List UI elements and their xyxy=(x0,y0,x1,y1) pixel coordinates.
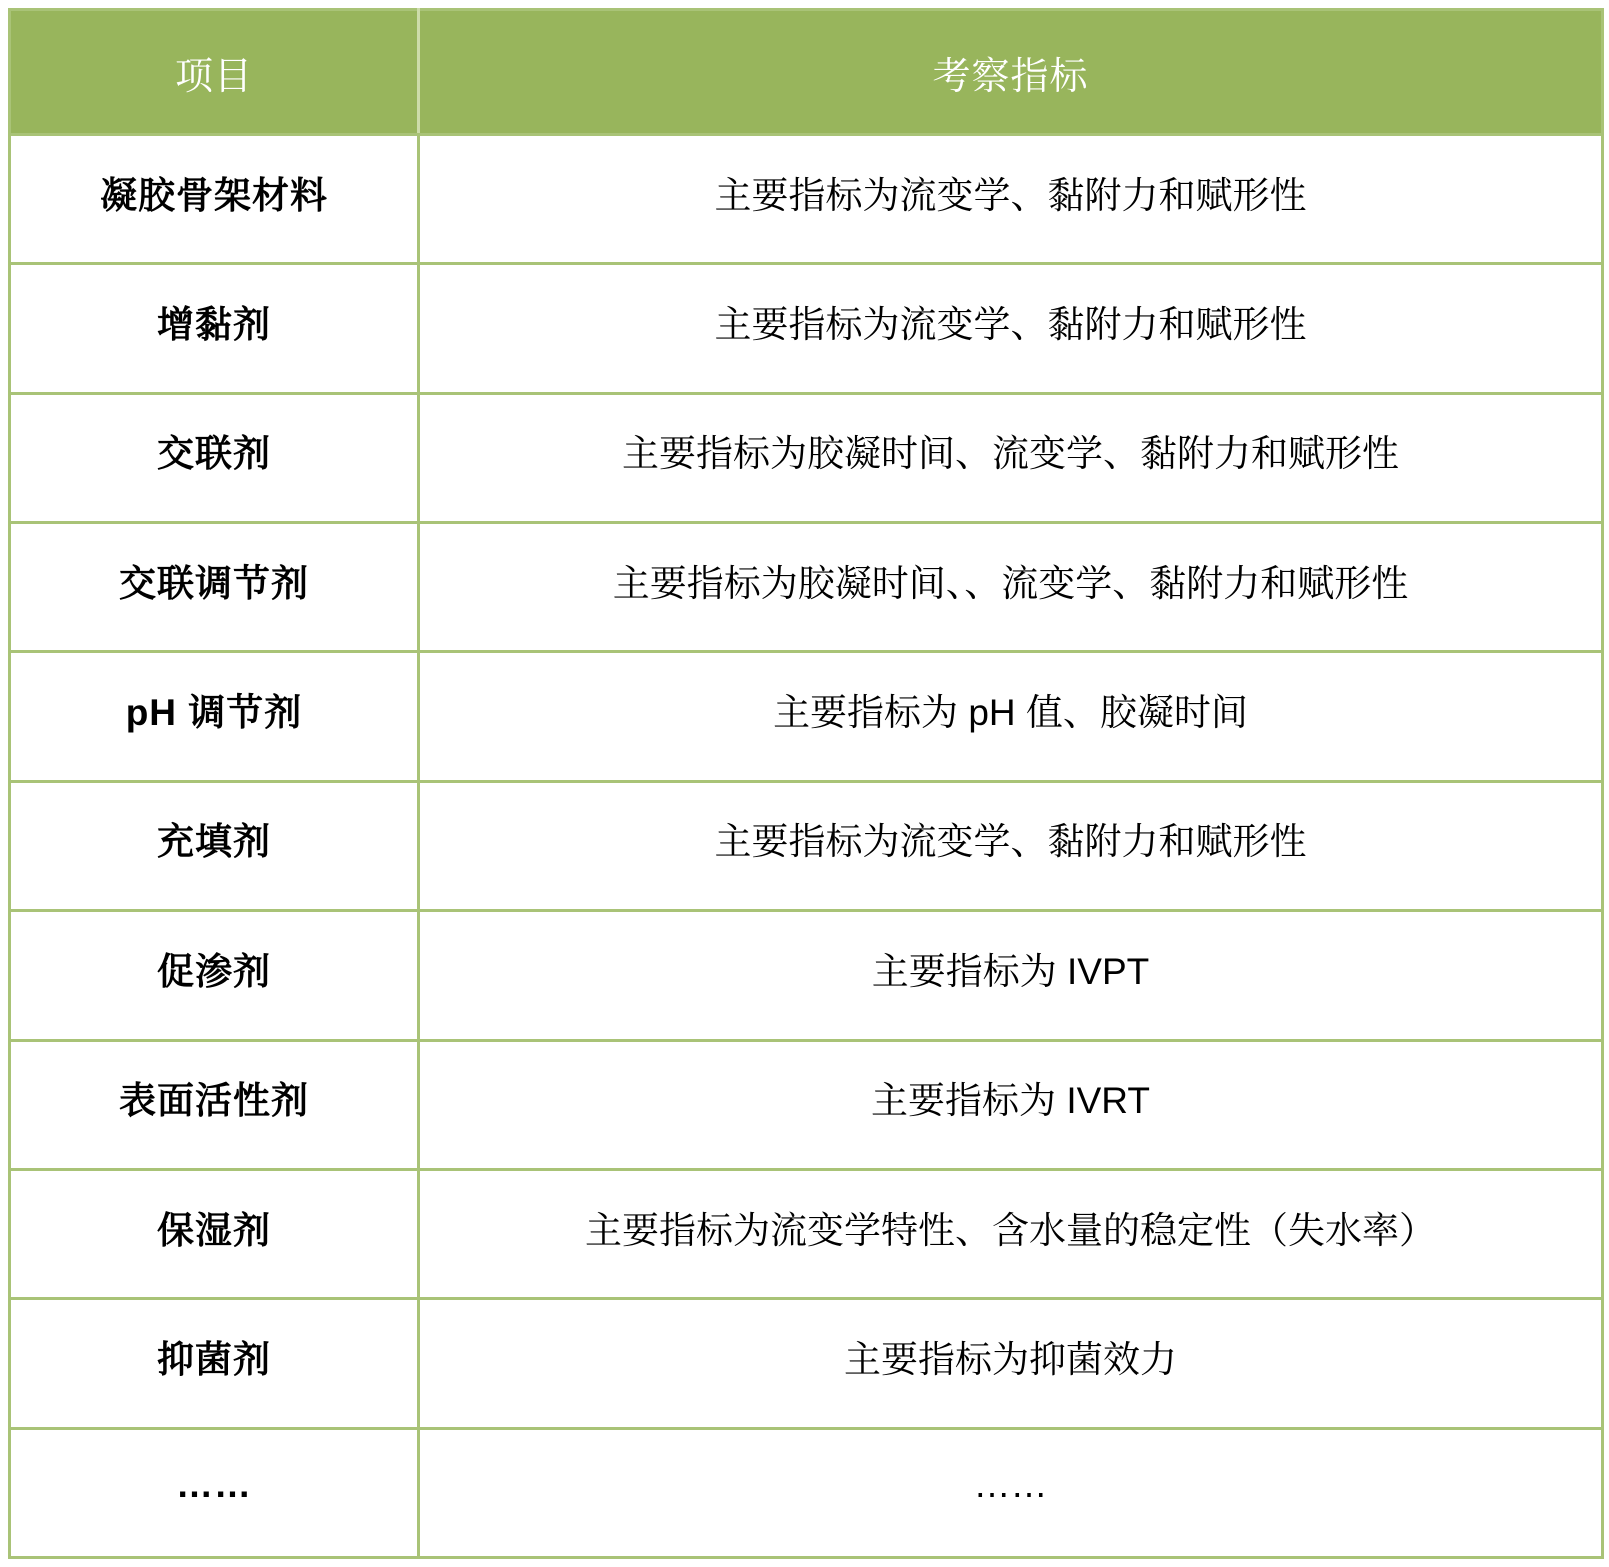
indicator-cell: 主要指标为流变学、黏附力和赋形性 xyxy=(419,135,1603,264)
indicator-cell: 主要指标为 pH 值、胶凝时间 xyxy=(419,652,1603,781)
indicator-cell: 主要指标为流变学、黏附力和赋形性 xyxy=(419,264,1603,393)
indicator-cell: 主要指标为 IVPT xyxy=(419,911,1603,1040)
item-cell: 充填剂 xyxy=(10,781,419,910)
column-header-indicator: 考察指标 xyxy=(419,10,1603,135)
table-row xyxy=(10,1040,1603,1169)
item-cell: 促渗剂 xyxy=(10,911,419,1040)
table-row xyxy=(10,393,1603,522)
item-cell: 保湿剂 xyxy=(10,1169,419,1298)
indicator-cell: 主要指标为胶凝时间、流变学、黏附力和赋形性 xyxy=(419,393,1603,522)
project-indicators-table xyxy=(8,8,1604,1559)
item-cell: 交联剂 xyxy=(10,393,419,522)
item-cell: 交联调节剂 xyxy=(10,523,419,652)
table-row xyxy=(10,264,1603,393)
table-row xyxy=(10,911,1603,1040)
header-row xyxy=(10,10,1603,135)
item-cell: 增黏剂 xyxy=(10,264,419,393)
table-row xyxy=(10,781,1603,910)
indicator-cell: 主要指标为胶凝时间、、流变学、黏附力和赋形性 xyxy=(419,523,1603,652)
table-row xyxy=(10,652,1603,781)
indicator-cell: 主要指标为流变学、黏附力和赋形性 xyxy=(419,781,1603,910)
table-row xyxy=(10,523,1603,652)
table-row xyxy=(10,1428,1603,1557)
item-cell: …… xyxy=(10,1428,419,1557)
indicator-cell: 主要指标为抑菌效力 xyxy=(419,1299,1603,1428)
table-row xyxy=(10,135,1603,264)
column-header-item: 项目 xyxy=(10,10,419,135)
item-cell: pH 调节剂 xyxy=(10,652,419,781)
indicator-cell: …… xyxy=(419,1428,1603,1557)
item-cell: 抑菌剂 xyxy=(10,1299,419,1428)
indicator-cell: 主要指标为 IVRT xyxy=(419,1040,1603,1169)
table-row xyxy=(10,1299,1603,1428)
item-cell: 凝胶骨架材料 xyxy=(10,135,419,264)
item-cell: 表面活性剂 xyxy=(10,1040,419,1169)
table-row xyxy=(10,1169,1603,1298)
indicator-cell: 主要指标为流变学特性、含水量的稳定性（失水率） xyxy=(419,1169,1603,1298)
